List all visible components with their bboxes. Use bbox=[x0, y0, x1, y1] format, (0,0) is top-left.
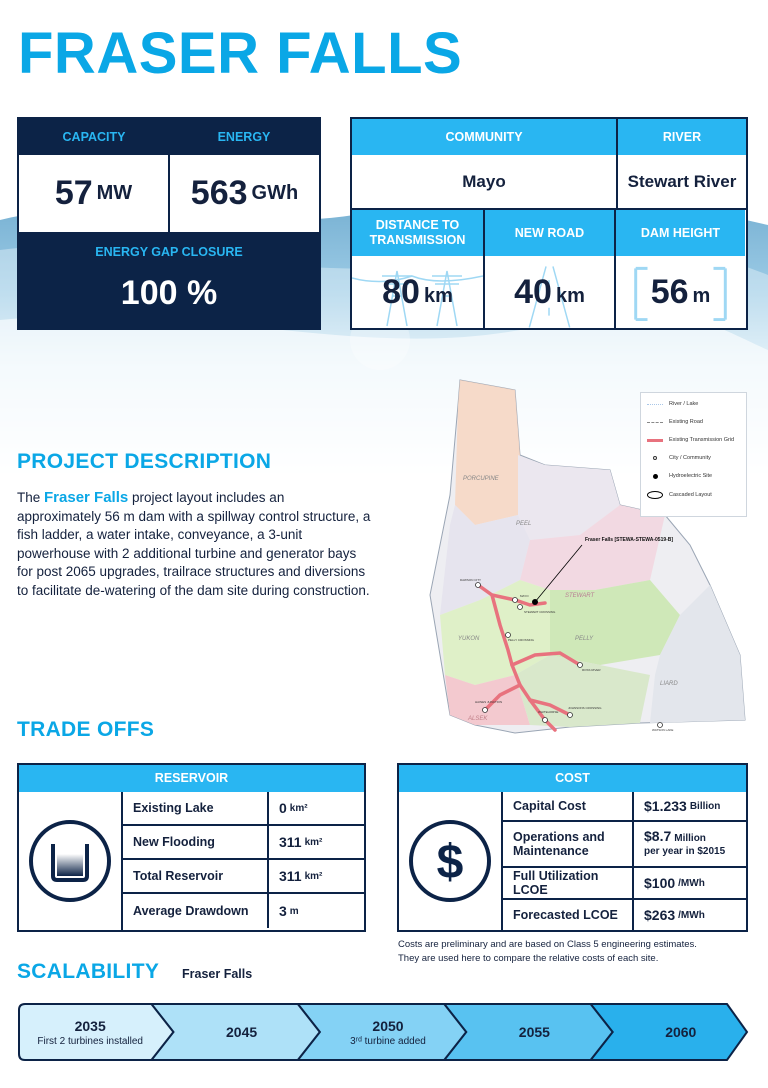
table-row: Full Utilization LCOE $100 /MWh bbox=[503, 868, 746, 900]
cost-rows bbox=[503, 792, 746, 930]
map-place-label: HAINES JUNCTION bbox=[475, 700, 503, 704]
legend-river: River / Lake bbox=[647, 401, 698, 407]
timeline-label bbox=[17, 1002, 163, 1062]
table-row: Total Reservoir 311 km² bbox=[123, 860, 364, 894]
timeline-label bbox=[320, 1002, 456, 1062]
legend-hydro-site: Hydroelectric Site bbox=[647, 473, 712, 479]
energy-value: 563 GWh bbox=[168, 155, 319, 232]
map-place-label: STEWART CROSSING bbox=[524, 610, 556, 614]
map-region-label: ALSEK bbox=[468, 716, 488, 722]
svg-text:$: $ bbox=[436, 836, 464, 889]
distance-value: 80 km bbox=[352, 256, 483, 328]
trade-offs-heading: TRADE OFFS bbox=[17, 718, 155, 741]
timeline-year: 2050 bbox=[372, 1017, 404, 1034]
timeline-note: First 2 turbines installed bbox=[37, 1035, 143, 1047]
capacity-label: CAPACITY bbox=[62, 130, 126, 144]
energy-gap-label: ENERGY GAP CLOSURE bbox=[95, 245, 243, 259]
cost-note: Costs are preliminary and are based on Class 5 engineering estimates. They are used here to compare the relative costs of each site. bbox=[398, 939, 697, 964]
timeline-year: 2055 bbox=[518, 1024, 550, 1040]
cost-header: COST bbox=[399, 765, 746, 792]
energy-gap-value: 100 % bbox=[120, 274, 218, 312]
dollar-icon bbox=[407, 818, 493, 904]
table-row: Existing Lake 0 km² bbox=[123, 792, 364, 826]
legend-community: City / Community bbox=[647, 455, 711, 461]
community-value: Mayo bbox=[462, 171, 506, 191]
reservoir-header: RESERVOIR bbox=[19, 765, 364, 792]
hydro-site-label: Fraser Falls [STEWA-STEWA-0519-B] bbox=[585, 537, 674, 543]
map-region-label: PEEL bbox=[516, 521, 532, 527]
map-region-label: YUKON bbox=[458, 636, 480, 642]
table-row: Forecasted LCOE $263 /MWh bbox=[503, 900, 746, 930]
capacity-value: 57 MW bbox=[54, 174, 133, 212]
reservoir-icon bbox=[27, 818, 113, 904]
map-region-label: PELLY bbox=[575, 636, 594, 642]
table-row: Operations and Maintenance $8.7 Million per year in $2015 bbox=[503, 822, 746, 868]
timeline-label bbox=[613, 1002, 749, 1062]
scalability-subtitle: Fraser Falls bbox=[182, 967, 253, 981]
map-place-label: WHITEHORSE bbox=[538, 710, 559, 714]
map-place-label: JOHNSONS CROSSING bbox=[568, 706, 602, 710]
road-value: 40 km bbox=[483, 256, 614, 328]
timeline-year: 2060 bbox=[665, 1024, 697, 1040]
dam-value: 56 m bbox=[614, 256, 745, 328]
river-value: Stewart River bbox=[616, 155, 746, 208]
map-place-label: MAYO bbox=[520, 594, 529, 598]
reservoir-table bbox=[17, 763, 366, 932]
legend-road: Existing Road bbox=[647, 419, 703, 425]
scalability-heading: SCALABILITY bbox=[17, 960, 160, 983]
timeline-year: 2035 bbox=[74, 1017, 106, 1034]
project-description-heading: PROJECT DESCRIPTION bbox=[17, 450, 272, 473]
map-place-label: ROSS RIVER bbox=[582, 668, 601, 672]
project-description-text: The Fraser Falls project layout includes an approximately 56 m dam with a spillway control structure, a fish ladder, a water intake, conveyance, a 3-unit powerhouse with 2 additional turbine and generator bays for post 2065 upgrades, trailrace structures and diversions to facilitate de-watering of the dam site during construction. bbox=[17, 489, 371, 598]
map-place-label: PELLY CROSSING bbox=[508, 638, 534, 642]
cost-table bbox=[397, 763, 748, 932]
reservoir-rows bbox=[123, 792, 364, 930]
timeline-note: 3ʳᵈ turbine added bbox=[350, 1035, 426, 1047]
map-place-label: DAWSON CITY bbox=[460, 578, 482, 582]
table-row: New Flooding 311 km² bbox=[123, 826, 364, 860]
timeline-label bbox=[466, 1002, 602, 1062]
energy-label: ENERGY bbox=[217, 130, 271, 144]
map-place-label: WATSON LAKE bbox=[652, 728, 674, 732]
river-label: RIVER bbox=[616, 119, 746, 155]
legend-cascaded: Cascaded Layout bbox=[647, 491, 712, 499]
map-region-label: LIARD bbox=[660, 681, 678, 687]
site-info-panel bbox=[350, 117, 748, 330]
distance-label: DISTANCE TO TRANSMISSION bbox=[352, 210, 483, 256]
timeline-label bbox=[173, 1002, 309, 1062]
page-title: FRASER FALLS bbox=[18, 21, 463, 86]
map-region-label: PORCUPINE bbox=[463, 476, 499, 482]
capacity-energy-panel bbox=[17, 117, 321, 330]
table-row: Average Drawdown 3 m bbox=[123, 894, 364, 928]
legend-transmission: Existing Transmission Grid bbox=[647, 437, 734, 443]
table-row: Capital Cost $1.233 Billion bbox=[503, 792, 746, 822]
road-label: NEW ROAD bbox=[483, 210, 614, 256]
map-region-label: STEWART bbox=[565, 593, 595, 599]
community-label: COMMUNITY bbox=[352, 119, 616, 155]
project-name-highlight: Fraser Falls bbox=[44, 489, 129, 506]
timeline-year: 2045 bbox=[226, 1024, 258, 1040]
dam-label: DAM HEIGHT bbox=[614, 210, 745, 256]
map-legend bbox=[640, 392, 747, 517]
